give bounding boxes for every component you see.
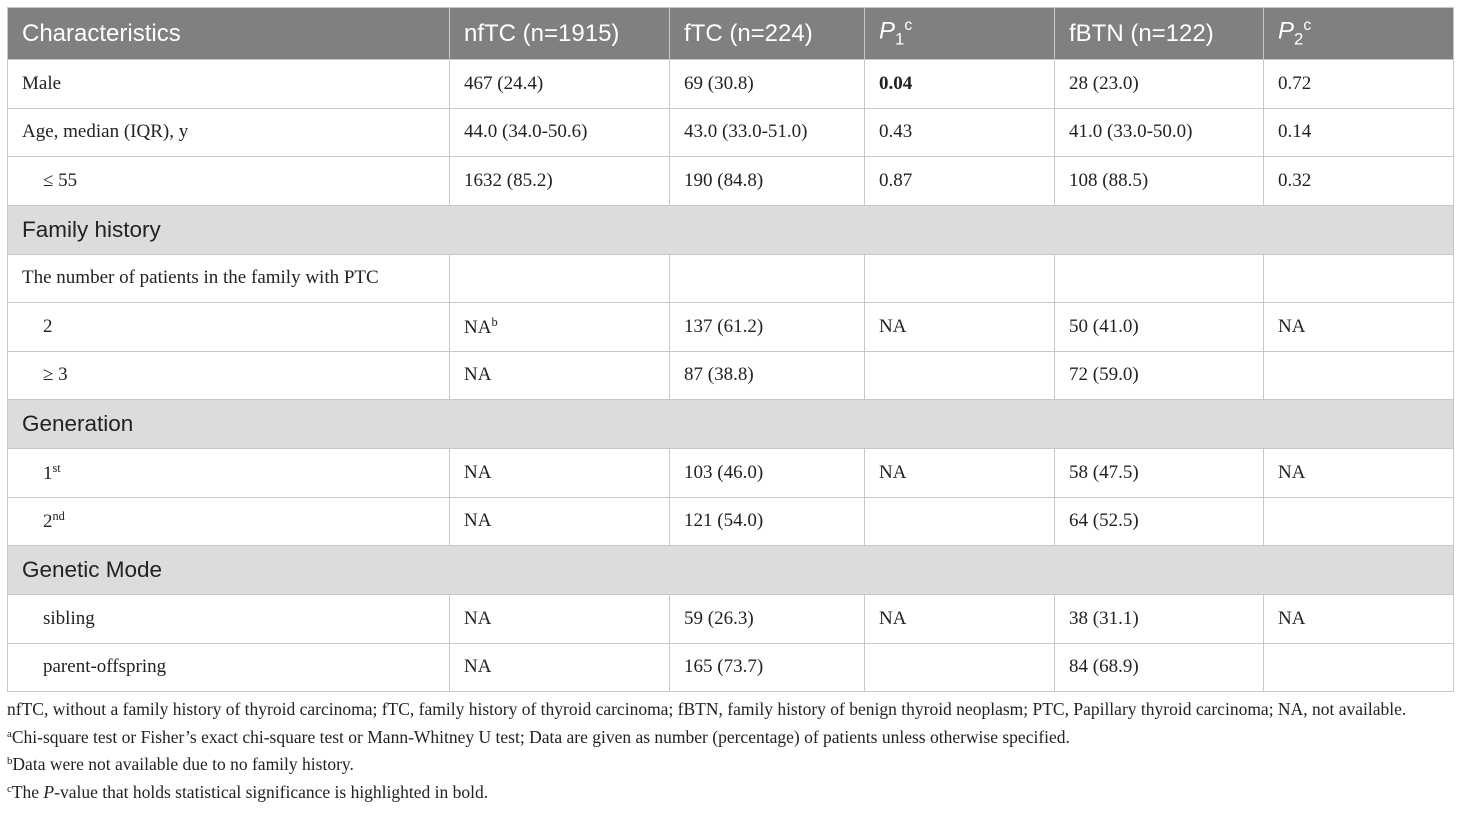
cell-ftc: 69 (30.8)	[670, 60, 865, 109]
row-label: ≤ 55	[8, 157, 450, 206]
table-row-sibling	[8, 595, 1454, 644]
cell-p1	[865, 254, 1055, 303]
cell-fbtn: 41.0 (33.0-50.0)	[1055, 108, 1264, 157]
footnote-a-text: Chi-square test or Fisher’s exact chi-square test or Mann-Whitney U test; Data are given as number (percentage) of patients unless otherwise specified.	[11, 726, 1070, 747]
table-row-n3	[8, 351, 1454, 400]
cell-nftc: NA	[450, 351, 670, 400]
table-container	[7, 7, 1453, 692]
header-p2	[1264, 8, 1454, 60]
footnote-c	[7, 777, 1453, 805]
section-heading: Generation	[8, 400, 1454, 449]
cell-nftc: NA	[450, 643, 670, 692]
cell-ftc: 103 (46.0)	[670, 449, 865, 498]
row-label-ordinal: st	[52, 460, 61, 475]
cell-p2	[1264, 497, 1454, 546]
cell-p1	[865, 497, 1055, 546]
cell-p1: 0.87	[865, 157, 1055, 206]
cell-p2: 0.72	[1264, 60, 1454, 109]
header-p1-sub: 1	[895, 29, 905, 49]
cell-ftc: 137 (61.2)	[670, 303, 865, 352]
cell-p1: NA	[865, 595, 1055, 644]
cell-fbtn: 58 (47.5)	[1055, 449, 1264, 498]
header-characteristics: Characteristics	[8, 8, 450, 60]
cell-nftc: 44.0 (34.0-50.6)	[450, 108, 670, 157]
header-ftc: fTC (n=224)	[670, 8, 865, 60]
cell-fbtn: 38 (31.1)	[1055, 595, 1264, 644]
table-row-age	[8, 108, 1454, 157]
header-nftc: nfTC (n=1915)	[450, 8, 670, 60]
row-label: 2	[8, 303, 450, 352]
footnote-c-mark: c	[7, 782, 12, 795]
table-row-num-patients	[8, 254, 1454, 303]
row-label: Age, median (IQR), y	[8, 108, 450, 157]
footnote-b-text: Data were not available due to no family history.	[12, 754, 354, 775]
header-p2-sup: c	[1303, 17, 1312, 35]
cell-ftc: 43.0 (33.0-51.0)	[670, 108, 865, 157]
cell-p1	[865, 351, 1055, 400]
footnote-a-mark: a	[7, 727, 12, 740]
table-row-male	[8, 60, 1454, 109]
section-row-generation	[8, 400, 1454, 449]
cell-fbtn: 84 (68.9)	[1055, 643, 1264, 692]
cell-nftc: NA	[450, 497, 670, 546]
footnote-a	[7, 722, 1453, 750]
header-p2-sub: 2	[1294, 29, 1304, 49]
cell-ftc: 59 (26.3)	[670, 595, 865, 644]
row-label: Male	[8, 60, 450, 109]
cell-p2: NA	[1264, 595, 1454, 644]
cell-fbtn: 50 (41.0)	[1055, 303, 1264, 352]
cell-nftc: NA	[450, 449, 670, 498]
cell-p1: NA	[865, 449, 1055, 498]
table-row-gen1	[8, 449, 1454, 498]
section-row-genetic-mode	[8, 546, 1454, 595]
cell-ftc: 190 (84.8)	[670, 157, 865, 206]
cell-p2: 0.14	[1264, 108, 1454, 157]
characteristics-table	[7, 7, 1454, 692]
table-row-gen2	[8, 497, 1454, 546]
cell-fbtn: 108 (88.5)	[1055, 157, 1264, 206]
table-row-parent-offspring	[8, 643, 1454, 692]
cell-nftc: NA	[450, 595, 670, 644]
footnote-c-pre: The	[11, 781, 44, 802]
row-label	[8, 449, 450, 498]
cell-fbtn: 28 (23.0)	[1055, 60, 1264, 109]
header-fbtn: fBTN (n=122)	[1055, 8, 1264, 60]
row-label-number: 1	[43, 462, 53, 484]
table-row-n2	[8, 303, 1454, 352]
cell-p2	[1264, 643, 1454, 692]
cell-nftc-value: NA	[464, 316, 492, 338]
cell-p2	[1264, 351, 1454, 400]
cell-ftc: 121 (54.0)	[670, 497, 865, 546]
row-label: sibling	[8, 595, 450, 644]
section-row-family-history	[8, 205, 1454, 254]
cell-p2: NA	[1264, 303, 1454, 352]
cell-nftc	[450, 303, 670, 352]
cell-p2: 0.32	[1264, 157, 1454, 206]
row-label-number: 2	[43, 511, 53, 533]
row-label: ≥ 3	[8, 351, 450, 400]
cell-p2: NA	[1264, 449, 1454, 498]
footnote-b-mark: b	[7, 755, 13, 768]
cell-p1	[865, 643, 1055, 692]
footnote-b	[7, 749, 1453, 777]
section-heading: Genetic Mode	[8, 546, 1454, 595]
table-row-age-le55	[8, 157, 1454, 206]
cell-nftc: 1632 (85.2)	[450, 157, 670, 206]
footnote-c-italic: P	[43, 781, 55, 802]
cell-fbtn	[1055, 254, 1264, 303]
header-p2-letter: P	[1278, 17, 1295, 45]
cell-ftc: 165 (73.7)	[670, 643, 865, 692]
footnote-abbreviations: nfTC, without a family history of thyroid carcinoma; fTC, family history of thyroid carcinoma; fBTN, family history of benign thyroid neoplasm; PTC, Papillary thyroid carcinoma; NA, not available.	[7, 699, 1407, 719]
row-label: parent-offspring	[8, 643, 450, 692]
row-label-ordinal: nd	[52, 509, 65, 524]
footnote-mark-b: b	[491, 314, 498, 329]
cell-nftc	[450, 254, 670, 303]
header-p1-letter: P	[879, 17, 896, 45]
cell-fbtn: 72 (59.0)	[1055, 351, 1264, 400]
row-label	[8, 497, 450, 546]
section-heading: Family history	[8, 205, 1454, 254]
cell-ftc: 87 (38.8)	[670, 351, 865, 400]
cell-ftc	[670, 254, 865, 303]
cell-fbtn: 64 (52.5)	[1055, 497, 1264, 546]
cell-nftc: 467 (24.4)	[450, 60, 670, 109]
cell-p2	[1264, 254, 1454, 303]
cell-p1-significant: 0.04	[865, 60, 1055, 109]
row-label: The number of patients in the family with PTC	[8, 254, 450, 303]
header-row	[8, 8, 1454, 60]
header-p1-sup: c	[904, 17, 913, 35]
cell-p1: NA	[865, 303, 1055, 352]
header-p1	[865, 8, 1055, 60]
table-footnotes	[7, 697, 1453, 804]
footnote-c-post: -value that holds statistical significance is highlighted in bold.	[54, 781, 489, 802]
cell-p1: 0.43	[865, 108, 1055, 157]
